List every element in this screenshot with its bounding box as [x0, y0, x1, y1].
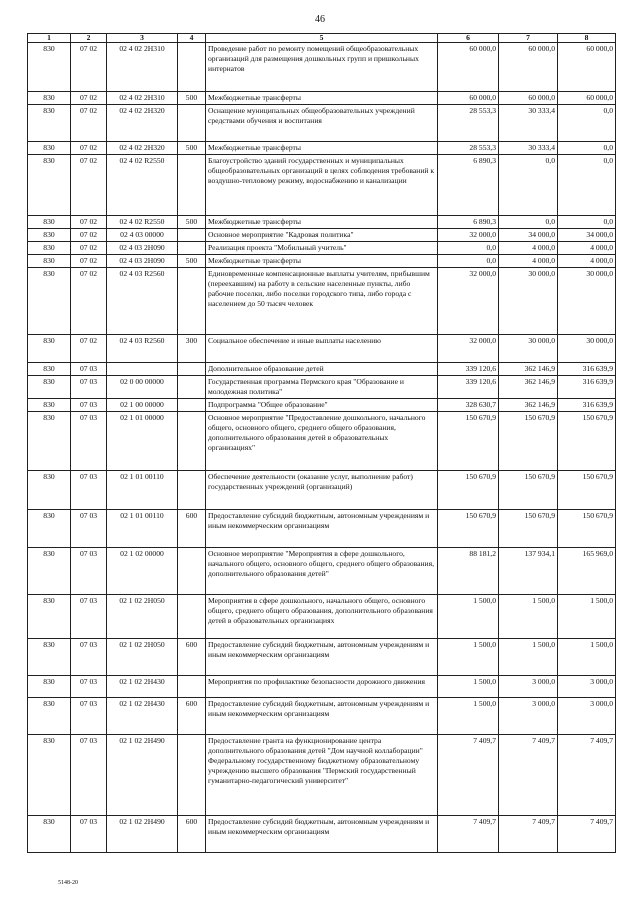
cell-description: Социальное обеспечение и иные выплаты населению — [206, 335, 438, 363]
cell-description: Предоставление субсидий бюджетным, автономным учреждениям и иным некоммерческим организациям — [206, 698, 438, 735]
column-number: 3 — [107, 34, 178, 43]
cell-description: Основное мероприятие "Мероприятия в сфере дошкольного, начального общего, основного общего, среднего общего образования, дополнительного образования детей" — [206, 548, 438, 595]
cell-section: 07 02 — [71, 92, 107, 105]
cell-expense-type: 600 — [178, 816, 206, 853]
cell-amount-year3: 4 000,0 — [558, 242, 616, 255]
table-row — [28, 255, 616, 268]
cell-amount-year3: 0,0 — [558, 216, 616, 229]
cell-amount-year1: 339 120,6 — [438, 376, 499, 399]
table-row — [28, 548, 616, 595]
cell-administrator: 830 — [28, 229, 71, 242]
cell-description: Реализация проекта "Мобильный учитель" — [206, 242, 438, 255]
cell-administrator: 830 — [28, 268, 71, 335]
cell-amount-year2: 0,0 — [499, 155, 558, 216]
cell-target-article: 02 4 03 R2560 — [107, 268, 178, 335]
cell-description: Государственная программа Пермского края "Образование и молодежная политика" — [206, 376, 438, 399]
cell-amount-year3: 34 000,0 — [558, 229, 616, 242]
cell-amount-year3: 0,0 — [558, 105, 616, 142]
cell-target-article — [107, 363, 178, 376]
cell-amount-year1: 6 890,3 — [438, 216, 499, 229]
table-row — [28, 242, 616, 255]
budget-table — [27, 33, 616, 853]
cell-amount-year2: 362 146,9 — [499, 363, 558, 376]
cell-section: 07 03 — [71, 735, 107, 816]
table-row — [28, 105, 616, 142]
cell-expense-type: 300 — [178, 335, 206, 363]
cell-amount-year3: 7 409,7 — [558, 735, 616, 816]
table-body — [28, 43, 616, 853]
cell-amount-year1: 32 000,0 — [438, 229, 499, 242]
cell-amount-year1: 1 500,0 — [438, 698, 499, 735]
cell-expense-type — [178, 412, 206, 471]
cell-description: Предоставление гранта на функционирование центра дополнительного образования детей "Дом научной коллаборации" Федеральному государственному бюджетному образовательному учреждению высшего образования "Пермский государственный гуманитарно-педагогический университет" — [206, 735, 438, 816]
cell-target-article: 02 1 02 2Н490 — [107, 735, 178, 816]
cell-administrator: 830 — [28, 412, 71, 471]
cell-expense-type — [178, 735, 206, 816]
table-row — [28, 510, 616, 548]
cell-administrator: 830 — [28, 676, 71, 698]
cell-amount-year3: 1 500,0 — [558, 595, 616, 639]
cell-section: 07 02 — [71, 242, 107, 255]
column-number: 2 — [71, 34, 107, 43]
cell-administrator: 830 — [28, 639, 71, 676]
cell-section: 07 03 — [71, 399, 107, 412]
cell-amount-year2: 362 146,9 — [499, 376, 558, 399]
table-row — [28, 471, 616, 510]
cell-amount-year1: 28 553,3 — [438, 142, 499, 155]
cell-amount-year1: 60 000,0 — [438, 92, 499, 105]
cell-description: Благоустройство зданий государственных и муниципальных общеобразовательных организаций в целях соблюдения требований к воздушно-тепловому режиму, водоснабжению и канализации — [206, 155, 438, 216]
cell-amount-year2: 30 333,4 — [499, 105, 558, 142]
cell-amount-year3: 4 000,0 — [558, 255, 616, 268]
cell-section: 07 02 — [71, 229, 107, 242]
cell-administrator: 830 — [28, 399, 71, 412]
column-number-row — [28, 34, 616, 43]
cell-section: 07 02 — [71, 268, 107, 335]
cell-expense-type: 600 — [178, 510, 206, 548]
cell-section: 07 03 — [71, 412, 107, 471]
cell-administrator: 830 — [28, 105, 71, 142]
cell-administrator: 830 — [28, 698, 71, 735]
cell-amount-year3: 150 670,9 — [558, 412, 616, 471]
cell-expense-type — [178, 548, 206, 595]
cell-target-article: 02 1 02 2Н430 — [107, 698, 178, 735]
cell-amount-year1: 28 553,3 — [438, 105, 499, 142]
cell-amount-year2: 3 000,0 — [499, 676, 558, 698]
cell-target-article: 02 4 02 R2550 — [107, 216, 178, 229]
cell-target-article: 02 4 02 2Н320 — [107, 105, 178, 142]
cell-amount-year2: 3 000,0 — [499, 698, 558, 735]
cell-target-article: 02 1 01 00110 — [107, 510, 178, 548]
cell-amount-year1: 7 409,7 — [438, 816, 499, 853]
cell-description: Обеспечение деятельности (оказание услуг, выполнение работ) государственных учреждений (организаций) — [206, 471, 438, 510]
cell-description: Оснащение муниципальных общеобразовательных учреждений средствами обучения и воспитания — [206, 105, 438, 142]
table-row — [28, 698, 616, 735]
cell-description: Мероприятия по профилактике безопасности дорожного движения — [206, 676, 438, 698]
cell-administrator: 830 — [28, 816, 71, 853]
cell-administrator: 830 — [28, 43, 71, 92]
cell-administrator: 830 — [28, 471, 71, 510]
cell-administrator: 830 — [28, 595, 71, 639]
cell-amount-year1: 1 500,0 — [438, 595, 499, 639]
cell-description: Предоставление субсидий бюджетным, автономным учреждениям и иным некоммерческим организациям — [206, 510, 438, 548]
cell-section: 07 02 — [71, 105, 107, 142]
cell-description: Межбюджетные трансферты — [206, 255, 438, 268]
cell-amount-year2: 30 333,4 — [499, 142, 558, 155]
cell-administrator: 830 — [28, 155, 71, 216]
cell-section: 07 02 — [71, 155, 107, 216]
column-number: 5 — [206, 34, 438, 43]
cell-amount-year2: 4 000,0 — [499, 255, 558, 268]
cell-description: Межбюджетные трансферты — [206, 216, 438, 229]
cell-amount-year2: 4 000,0 — [499, 242, 558, 255]
cell-target-article: 02 1 02 2Н490 — [107, 816, 178, 853]
cell-section: 07 03 — [71, 471, 107, 510]
cell-administrator: 830 — [28, 255, 71, 268]
cell-description: Основное мероприятие "Кадровая политика" — [206, 229, 438, 242]
cell-section: 07 03 — [71, 698, 107, 735]
cell-amount-year2: 137 934,1 — [499, 548, 558, 595]
cell-administrator: 830 — [28, 335, 71, 363]
cell-amount-year3: 0,0 — [558, 155, 616, 216]
table-row — [28, 268, 616, 335]
table-row — [28, 639, 616, 676]
page-number: 46 — [315, 14, 325, 25]
cell-expense-type — [178, 595, 206, 639]
cell-description: Межбюджетные трансферты — [206, 142, 438, 155]
cell-expense-type — [178, 471, 206, 510]
cell-amount-year3: 60 000,0 — [558, 92, 616, 105]
cell-amount-year3: 60 000,0 — [558, 43, 616, 92]
cell-amount-year3: 316 639,9 — [558, 399, 616, 412]
cell-target-article: 02 4 02 2Н310 — [107, 92, 178, 105]
table-row — [28, 595, 616, 639]
cell-section: 07 03 — [71, 376, 107, 399]
cell-section: 07 03 — [71, 548, 107, 595]
cell-expense-type: 500 — [178, 255, 206, 268]
cell-target-article: 02 1 01 00110 — [107, 471, 178, 510]
cell-expense-type — [178, 363, 206, 376]
cell-administrator: 830 — [28, 510, 71, 548]
cell-expense-type — [178, 242, 206, 255]
cell-amount-year2: 1 500,0 — [499, 595, 558, 639]
cell-target-article: 02 1 01 00000 — [107, 412, 178, 471]
cell-expense-type — [178, 399, 206, 412]
cell-expense-type: 500 — [178, 142, 206, 155]
cell-expense-type — [178, 229, 206, 242]
cell-section: 07 02 — [71, 335, 107, 363]
cell-section: 07 03 — [71, 676, 107, 698]
cell-amount-year1: 1 500,0 — [438, 639, 499, 676]
cell-amount-year3: 3 000,0 — [558, 676, 616, 698]
cell-expense-type: 500 — [178, 92, 206, 105]
cell-administrator: 830 — [28, 142, 71, 155]
cell-target-article: 02 4 03 R2560 — [107, 335, 178, 363]
cell-section: 07 03 — [71, 639, 107, 676]
cell-section: 07 03 — [71, 816, 107, 853]
cell-amount-year3: 150 670,9 — [558, 471, 616, 510]
cell-amount-year1: 1 500,0 — [438, 676, 499, 698]
cell-section: 07 02 — [71, 255, 107, 268]
cell-amount-year2: 34 000,0 — [499, 229, 558, 242]
cell-administrator: 830 — [28, 376, 71, 399]
cell-expense-type — [178, 43, 206, 92]
cell-target-article: 02 1 02 2Н050 — [107, 639, 178, 676]
column-number: 1 — [28, 34, 71, 43]
table-row — [28, 92, 616, 105]
cell-section: 07 02 — [71, 216, 107, 229]
cell-administrator: 830 — [28, 242, 71, 255]
cell-description: Основное мероприятие "Предоставление дошкольного, начального общего, основного общего, среднего общего образования, дополнительного образования детей в образовательных организациях" — [206, 412, 438, 471]
cell-amount-year2: 7 409,7 — [499, 735, 558, 816]
cell-amount-year2: 60 000,0 — [499, 43, 558, 92]
cell-amount-year2: 30 000,0 — [499, 268, 558, 335]
cell-amount-year3: 0,0 — [558, 142, 616, 155]
cell-amount-year3: 316 639,9 — [558, 363, 616, 376]
cell-amount-year2: 150 670,9 — [499, 471, 558, 510]
cell-target-article: 02 1 00 00000 — [107, 399, 178, 412]
cell-amount-year1: 0,0 — [438, 255, 499, 268]
cell-amount-year2: 60 000,0 — [499, 92, 558, 105]
column-number: 6 — [438, 34, 499, 43]
cell-section: 07 02 — [71, 43, 107, 92]
cell-amount-year2: 362 146,9 — [499, 399, 558, 412]
cell-target-article: 02 4 02 2Н310 — [107, 43, 178, 92]
cell-amount-year3: 30 000,0 — [558, 268, 616, 335]
cell-target-article: 02 4 03 2Н090 — [107, 255, 178, 268]
cell-target-article: 02 1 02 2Н430 — [107, 676, 178, 698]
cell-description: Предоставление субсидий бюджетным, автономным учреждениям и иным некоммерческим организациям — [206, 639, 438, 676]
cell-amount-year3: 150 670,9 — [558, 510, 616, 548]
cell-amount-year1: 0,0 — [438, 242, 499, 255]
cell-description: Проведение работ по ремонту помещений общеобразовательных организаций для размещения дошкольных групп и пришкольных интернатов — [206, 43, 438, 92]
table-row — [28, 216, 616, 229]
cell-section: 07 02 — [71, 142, 107, 155]
cell-description: Предоставление субсидий бюджетным, автономным учреждениям и иным некоммерческим организациям — [206, 816, 438, 853]
cell-expense-type: 600 — [178, 639, 206, 676]
cell-target-article: 02 4 03 00000 — [107, 229, 178, 242]
cell-amount-year2: 7 409,7 — [499, 816, 558, 853]
column-number: 4 — [178, 34, 206, 43]
cell-amount-year3: 7 409,7 — [558, 816, 616, 853]
cell-amount-year1: 60 000,0 — [438, 43, 499, 92]
cell-section: 07 03 — [71, 363, 107, 376]
cell-amount-year3: 165 969,0 — [558, 548, 616, 595]
table-row — [28, 142, 616, 155]
cell-amount-year1: 339 120,6 — [438, 363, 499, 376]
cell-expense-type: 600 — [178, 698, 206, 735]
cell-target-article: 02 4 02 2Н320 — [107, 142, 178, 155]
cell-amount-year2: 0,0 — [499, 216, 558, 229]
table-row — [28, 376, 616, 399]
cell-amount-year3: 30 000,0 — [558, 335, 616, 363]
cell-target-article: 02 0 00 00000 — [107, 376, 178, 399]
cell-administrator: 830 — [28, 363, 71, 376]
cell-amount-year2: 1 500,0 — [499, 639, 558, 676]
cell-description: Межбюджетные трансферты — [206, 92, 438, 105]
cell-amount-year3: 3 000,0 — [558, 698, 616, 735]
table-row — [28, 735, 616, 816]
cell-expense-type — [178, 105, 206, 142]
cell-target-article: 02 4 02 R2550 — [107, 155, 178, 216]
cell-section: 07 03 — [71, 510, 107, 548]
cell-amount-year1: 6 890,3 — [438, 155, 499, 216]
cell-amount-year2: 150 670,9 — [499, 412, 558, 471]
cell-expense-type — [178, 376, 206, 399]
column-number: 7 — [499, 34, 558, 43]
cell-amount-year1: 7 409,7 — [438, 735, 499, 816]
cell-administrator: 830 — [28, 548, 71, 595]
cell-amount-year3: 316 639,9 — [558, 376, 616, 399]
cell-description: Подпрограмма "Общее образование" — [206, 399, 438, 412]
table-row — [28, 43, 616, 92]
cell-target-article: 02 1 02 00000 — [107, 548, 178, 595]
cell-expense-type — [178, 155, 206, 216]
cell-amount-year1: 32 000,0 — [438, 268, 499, 335]
cell-expense-type — [178, 268, 206, 335]
table-row — [28, 399, 616, 412]
table-row — [28, 676, 616, 698]
cell-description: Дополнительное образование детей — [206, 363, 438, 376]
cell-expense-type: 500 — [178, 216, 206, 229]
cell-administrator: 830 — [28, 216, 71, 229]
cell-amount-year1: 328 630,7 — [438, 399, 499, 412]
cell-administrator: 830 — [28, 735, 71, 816]
column-number: 8 — [558, 34, 616, 43]
table-row — [28, 816, 616, 853]
table-row — [28, 229, 616, 242]
cell-amount-year1: 150 670,9 — [438, 510, 499, 548]
cell-amount-year2: 30 000,0 — [499, 335, 558, 363]
cell-target-article: 02 4 03 2Н090 — [107, 242, 178, 255]
cell-description: Мероприятия в сфере дошкольного, начального общего, основного общего, среднего общего образования, дополнительного образования детей в образовательных организациях — [206, 595, 438, 639]
cell-amount-year1: 88 181,2 — [438, 548, 499, 595]
table-row — [28, 335, 616, 363]
table-row — [28, 155, 616, 216]
cell-amount-year1: 32 000,0 — [438, 335, 499, 363]
cell-amount-year1: 150 670,9 — [438, 412, 499, 471]
footer-code: 5148-20 — [58, 880, 78, 886]
cell-section: 07 03 — [71, 595, 107, 639]
cell-description: Единовременные компенсационные выплаты учителям, прибывшим (переехавшим) на работу в сельские населенные пункты, либо рабочие поселки, либо поселки городского типа, либо города с населением до 50 тысяч человек — [206, 268, 438, 335]
cell-target-article: 02 1 02 2Н050 — [107, 595, 178, 639]
cell-amount-year3: 1 500,0 — [558, 639, 616, 676]
cell-administrator: 830 — [28, 92, 71, 105]
table-row — [28, 412, 616, 471]
cell-amount-year2: 150 670,9 — [499, 510, 558, 548]
table-row — [28, 363, 616, 376]
cell-expense-type — [178, 676, 206, 698]
cell-amount-year1: 150 670,9 — [438, 471, 499, 510]
